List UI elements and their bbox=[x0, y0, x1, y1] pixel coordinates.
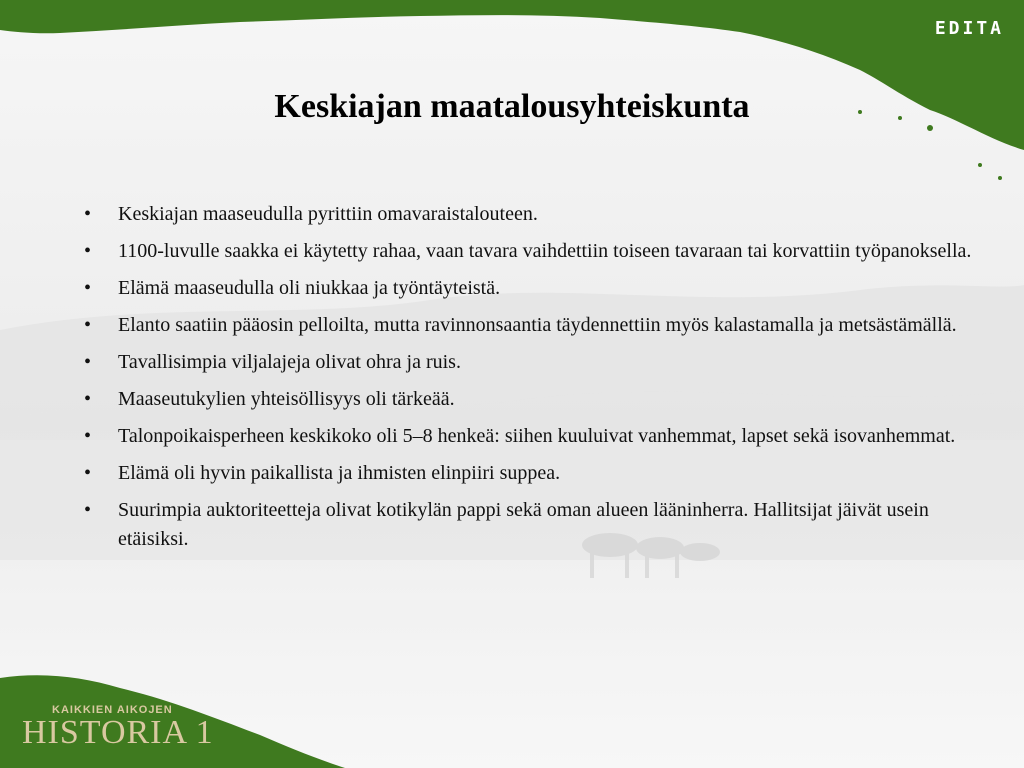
bullet-item: • Suurimpia auktoriteetteja olivat kotikylän pappi sekä oman alueen lääninherra. Hallitsijat jäivät usein etäisiksi. bbox=[78, 496, 978, 554]
bullet-item: • Elämä maaseudulla oli niukkaa ja työntäyteistä. bbox=[78, 274, 978, 303]
historia-logo bbox=[22, 704, 214, 750]
edita-brand-logo: EDITA bbox=[934, 18, 1004, 39]
bullet-item: • Keskiajan maaseudulla pyrittiin omavaraistalouteen. bbox=[78, 200, 978, 229]
bullet-item: • Elämä oli hyvin paikallista ja ihmisten elinpiiri suppea. bbox=[78, 459, 978, 488]
bullet-item: • Talonpoikaisperheen keskikoko oli 5–8 henkeä: siihen kuuluivat vanhemmat, lapset sekä isovanhemmat. bbox=[78, 422, 978, 451]
logo-title: HISTORIA 1 bbox=[22, 714, 214, 751]
bullet-list bbox=[78, 200, 978, 562]
bullet-item: • Maaseutukylien yhteisöllisyys oli tärkeää. bbox=[78, 385, 978, 414]
slide-title: Keskiajan maatalousyhteiskunta bbox=[274, 88, 750, 125]
bullet-item: • Tavallisimpia viljalajeja olivat ohra ja ruis. bbox=[78, 348, 978, 377]
bullet-item: • 1100-luvulle saakka ei käytetty rahaa, vaan tavara vaihdettiin toiseen tavaraan tai korvattiin työpanoksella. bbox=[78, 237, 978, 266]
bullet-item: • Elanto saatiin pääosin pelloilta, mutta ravinnonsaantia täydennettiin myös kalastamalla ja metsästämällä. bbox=[78, 311, 978, 340]
logo-subtitle: KAIKKIEN AIKOJEN bbox=[52, 704, 173, 716]
